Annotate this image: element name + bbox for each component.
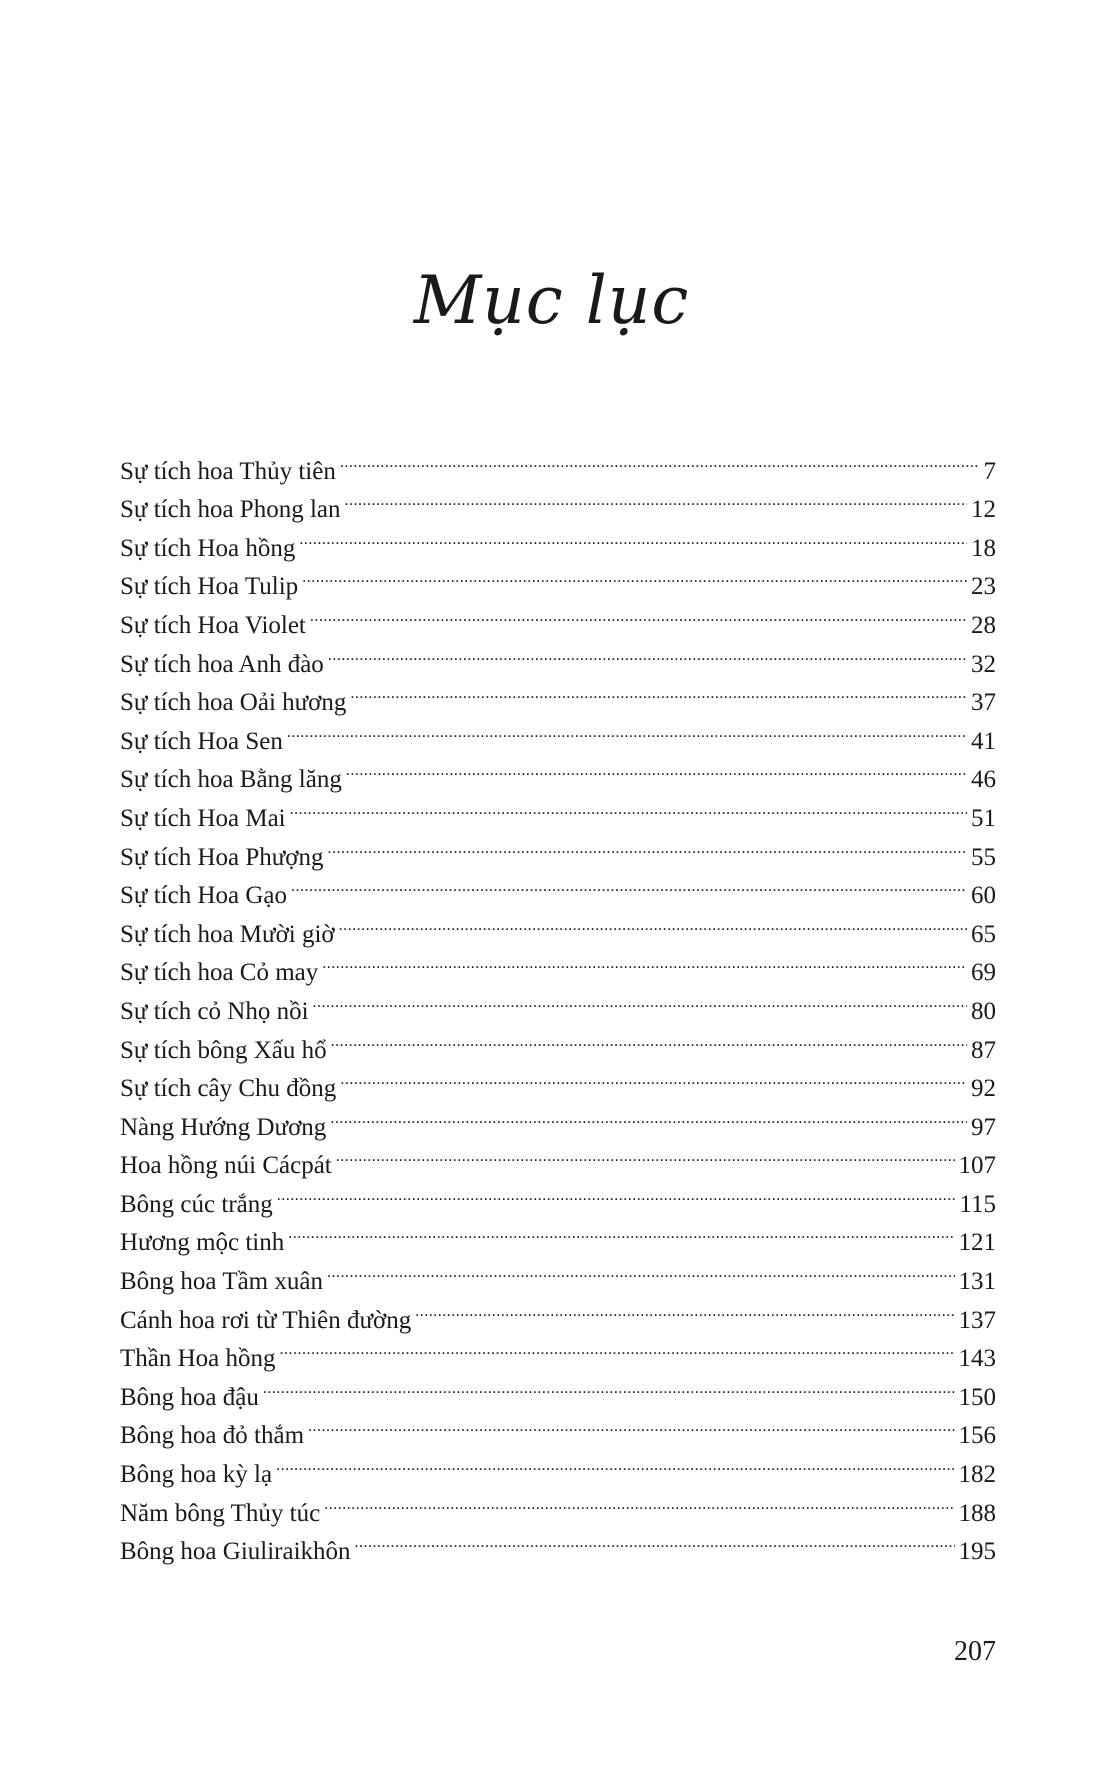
dot-leader: [339, 903, 967, 942]
page-title: Mục lục: [413, 262, 690, 339]
toc-entry-page: 51: [971, 804, 996, 832]
table-of-contents: [120, 440, 996, 1566]
toc-entry-title: Sự tích Hoa Gạo: [120, 882, 287, 910]
dot-leader: [263, 1366, 955, 1405]
toc-entry-title: Sự tích hoa Thủy tiên: [120, 457, 336, 485]
toc-entry-title: Nàng Hướng Dương: [120, 1113, 327, 1141]
dot-leader: [290, 787, 967, 826]
toc-entry-title: Thần Hoa hồng: [120, 1345, 276, 1373]
toc-entry-page: 41: [971, 727, 996, 755]
dot-leader: [324, 1482, 954, 1521]
dot-leader: [299, 517, 967, 556]
toc-entry-page: 55: [971, 843, 996, 871]
dot-leader: [350, 672, 967, 711]
page-number: 207: [954, 1636, 996, 1667]
dot-leader: [327, 1250, 955, 1289]
toc-entry-page: 80: [971, 997, 996, 1025]
dot-leader: [336, 1135, 955, 1174]
dot-leader: [328, 826, 967, 865]
dot-leader: [328, 633, 967, 672]
toc-entry-page: 156: [958, 1422, 996, 1450]
toc-entry-page: 7: [983, 457, 996, 485]
dot-leader: [344, 479, 967, 518]
toc-entry-page: 18: [971, 534, 996, 562]
toc-entry: [120, 440, 996, 485]
toc-entry-page: 69: [971, 959, 996, 987]
toc-entry-page: 188: [958, 1499, 996, 1527]
toc-entry-title: Sự tích Hoa hồng: [120, 534, 296, 562]
toc-entry-title: Sự tích hoa Anh đào: [120, 650, 324, 678]
dot-leader: [322, 942, 967, 981]
toc-entry-page: 12: [971, 496, 996, 524]
toc-entry-title: Bông hoa đậu: [120, 1383, 259, 1411]
dot-leader: [276, 1443, 954, 1482]
toc-entry-title: Sự tích Hoa Phượng: [120, 843, 324, 871]
toc-entry-page: 32: [971, 650, 996, 678]
toc-entry-page: 115: [959, 1190, 996, 1218]
dot-leader: [288, 1212, 954, 1251]
toc-entry-page: 37: [971, 689, 996, 717]
toc-entry-title: Bông cúc trắng: [120, 1190, 273, 1218]
dot-leader: [340, 1058, 967, 1097]
toc-entry-title: Hương mộc tinh: [120, 1229, 285, 1257]
toc-entry-title: Sự tích Hoa Mai: [120, 804, 286, 832]
toc-entry-page: 131: [958, 1268, 996, 1296]
toc-entry-title: Bông hoa kỳ lạ: [120, 1461, 273, 1489]
toc-entry-title: Năm bông Thủy túc: [120, 1499, 321, 1527]
toc-entry-title: Sự tích bông Xấu hổ: [120, 1036, 327, 1064]
toc-entry-page: 150: [958, 1383, 996, 1411]
dot-leader: [415, 1289, 954, 1328]
dot-leader: [302, 556, 967, 595]
toc-entry-title: Sự tích Hoa Violet: [120, 611, 306, 639]
dot-leader: [330, 1096, 967, 1135]
dot-leader: [310, 594, 967, 633]
toc-entry-page: 137: [958, 1306, 996, 1334]
toc-entry-page: 65: [971, 920, 996, 948]
toc-entry-page: 92: [971, 1075, 996, 1103]
dot-leader: [277, 1173, 956, 1212]
dot-leader: [340, 440, 980, 479]
toc-entry-title: Sự tích hoa Bằng lăng: [120, 766, 342, 794]
dot-leader: [287, 710, 967, 749]
toc-entry-title: Bông hoa Tầm xuân: [120, 1268, 323, 1296]
toc-entry-page: 143: [958, 1345, 996, 1373]
toc-entry-page: 60: [971, 882, 996, 910]
toc-entry-page: 107: [958, 1152, 996, 1180]
toc-entry-title: Bông hoa đỏ thắm: [120, 1422, 305, 1450]
dot-leader: [331, 1019, 967, 1058]
toc-entry-page: 195: [958, 1538, 996, 1566]
toc-entry-title: Sự tích hoa Oải hương: [120, 689, 347, 717]
toc-entry-title: Sự tích hoa Cỏ may: [120, 959, 319, 987]
toc-entry-title: Sự tích hoa Phong lan: [120, 496, 341, 524]
toc-entry-title: Sự tích cây Chu đồng: [120, 1075, 337, 1103]
toc-entry-page: 97: [971, 1113, 996, 1141]
toc-entry-page: 121: [958, 1229, 996, 1257]
toc-entry-title: Sự tích cỏ Nhọ nồi: [120, 997, 309, 1025]
toc-entry-title: Cánh hoa rơi từ Thiên đường: [120, 1306, 412, 1334]
toc-entry-page: 28: [971, 611, 996, 639]
dot-leader: [280, 1328, 955, 1367]
dot-leader: [308, 1405, 954, 1444]
toc-entry-page: 46: [971, 766, 996, 794]
dot-leader: [291, 865, 967, 904]
toc-entry-title: Sự tích hoa Mười giờ: [120, 920, 335, 948]
dot-leader: [355, 1521, 955, 1560]
toc-entry-title: Hoa hồng núi Cácpát: [120, 1152, 332, 1180]
toc-entry-page: 23: [971, 573, 996, 601]
toc-entry-page: 182: [958, 1461, 996, 1489]
toc-entry-page: 87: [971, 1036, 996, 1064]
toc-entry-title: Sự tích Hoa Tulip: [120, 573, 299, 601]
dot-leader: [346, 749, 967, 788]
toc-entry-title: Bông hoa Giuliraikhôn: [120, 1538, 351, 1566]
dot-leader: [313, 980, 967, 1019]
toc-entry-title: Sự tích Hoa Sen: [120, 727, 283, 755]
